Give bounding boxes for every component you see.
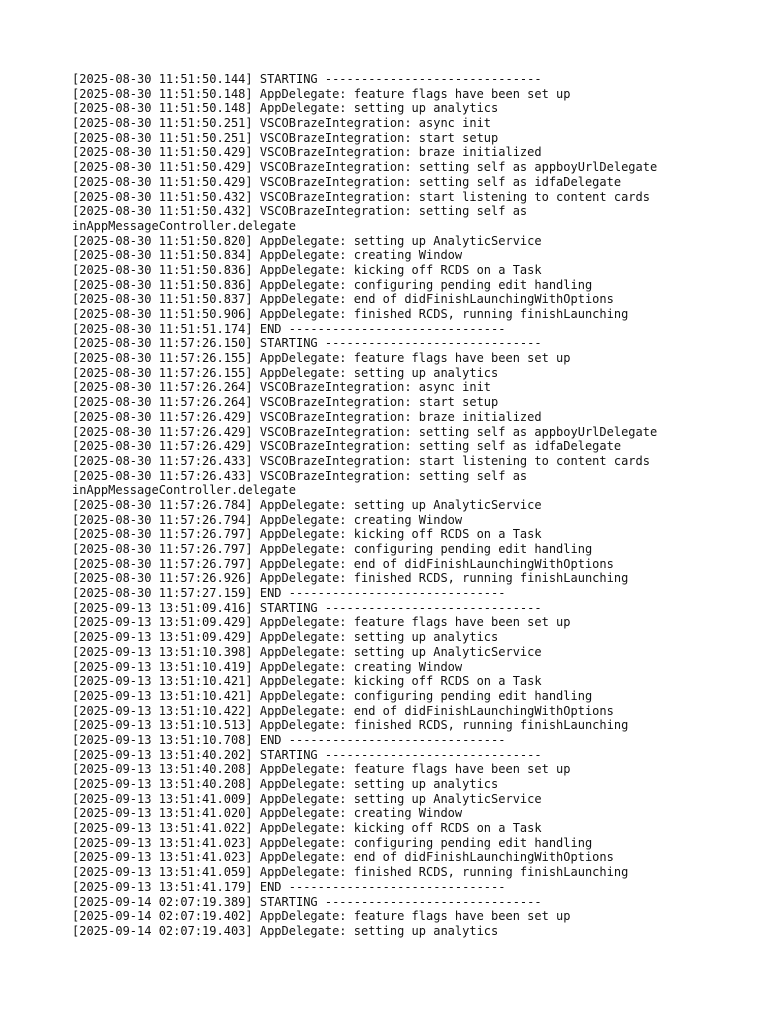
log-line: [2025-09-13 13:51:10.421] AppDelegate: kicking off RCDS on a Task xyxy=(72,674,542,689)
log-line: [2025-08-30 11:51:50.148] AppDelegate: feature flags have been set up xyxy=(72,86,571,101)
log-line: [2025-09-13 13:51:41.009] AppDelegate: setting up AnalyticService xyxy=(72,791,542,806)
log-line: [2025-09-13 13:51:10.513] AppDelegate: finished RCDS, running finishLaunching xyxy=(72,718,629,733)
log-line: [2025-09-14 02:07:19.389] STARTING ------------------------------ xyxy=(72,894,542,909)
log-line: [2025-08-30 11:57:26.433] VSCOBrazeIntegration: start listening to content cards xyxy=(72,453,650,468)
log-line: [2025-08-30 11:51:50.429] VSCOBrazeIntegration: braze initialized xyxy=(72,145,542,160)
log-line: [2025-08-30 11:51:50.429] VSCOBrazeIntegration: setting self as idfaDelegate xyxy=(72,174,622,189)
log-line: [2025-08-30 11:57:26.784] AppDelegate: setting up AnalyticService xyxy=(72,497,542,512)
log-line: [2025-08-30 11:51:50.144] STARTING ------------------------------ xyxy=(72,72,542,86)
log-line: inAppMessageController.delegate xyxy=(72,483,296,498)
log-line: [2025-09-13 13:51:10.708] END ------------------------------ xyxy=(72,732,506,747)
log-line: [2025-09-14 02:07:19.402] AppDelegate: feature flags have been set up xyxy=(72,909,571,924)
log-line: inAppMessageController.delegate xyxy=(72,218,296,233)
log-line: [2025-09-13 13:51:40.208] AppDelegate: feature flags have been set up xyxy=(72,762,571,777)
log-line: [2025-08-30 11:57:26.797] AppDelegate: end of didFinishLaunchingWithOptions xyxy=(72,556,614,571)
log-line: [2025-08-30 11:51:50.837] AppDelegate: end of didFinishLaunchingWithOptions xyxy=(72,292,614,307)
log-line: [2025-09-13 13:51:09.429] AppDelegate: feature flags have been set up xyxy=(72,615,571,630)
log-line: [2025-08-30 11:57:26.926] AppDelegate: finished RCDS, running finishLaunching xyxy=(72,571,629,586)
log-line: [2025-09-13 13:51:41.020] AppDelegate: creating Window xyxy=(72,806,463,821)
log-line: [2025-08-30 11:51:51.174] END ------------------------------ xyxy=(72,321,506,336)
log-line: [2025-09-13 13:51:10.398] AppDelegate: setting up AnalyticService xyxy=(72,644,542,659)
log-text-block xyxy=(72,72,732,939)
log-line: [2025-08-30 11:57:26.797] AppDelegate: kicking off RCDS on a Task xyxy=(72,527,542,542)
log-line: [2025-09-13 13:51:10.422] AppDelegate: end of didFinishLaunchingWithOptions xyxy=(72,703,614,718)
log-line: [2025-08-30 11:51:50.906] AppDelegate: finished RCDS, running finishLaunching xyxy=(72,307,629,321)
log-line: [2025-08-30 11:57:26.429] VSCOBrazeIntegration: setting self as idfaDelegate xyxy=(72,439,622,454)
log-line: [2025-08-30 11:51:50.251] VSCOBrazeIntegration: start setup xyxy=(72,130,499,145)
log-line: [2025-08-30 11:57:26.433] VSCOBrazeIntegration: setting self as xyxy=(72,468,528,483)
log-line: [2025-09-13 13:51:41.022] AppDelegate: kicking off RCDS on a Task xyxy=(72,821,542,836)
log-line: [2025-08-30 11:57:26.264] VSCOBrazeIntegration: start setup xyxy=(72,395,499,410)
log-line: [2025-08-30 11:51:50.148] AppDelegate: setting up analytics xyxy=(72,101,499,116)
log-line: [2025-08-30 11:57:26.150] STARTING ------------------------------ xyxy=(72,336,542,351)
log-line: [2025-08-30 11:57:26.797] AppDelegate: configuring pending edit handling xyxy=(72,542,593,556)
log-line: [2025-08-30 11:57:26.794] AppDelegate: creating Window xyxy=(72,512,463,527)
log-line: [2025-08-30 11:51:50.820] AppDelegate: setting up AnalyticService xyxy=(72,233,542,248)
log-line: [2025-08-30 11:57:26.155] AppDelegate: feature flags have been set up xyxy=(72,351,571,366)
log-line: [2025-09-13 13:51:41.179] END ------------------------------ xyxy=(72,879,506,894)
log-line: [2025-08-30 11:51:50.834] AppDelegate: creating Window xyxy=(72,248,463,263)
log-line: [2025-09-13 13:51:40.202] STARTING ------------------------------ xyxy=(72,747,542,762)
log-line: [2025-08-30 11:51:50.432] VSCOBrazeIntegration: start listening to content cards xyxy=(72,189,650,204)
log-line: [2025-09-14 02:07:19.403] AppDelegate: setting up analytics xyxy=(72,923,499,938)
log-line: [2025-08-30 11:57:26.264] VSCOBrazeIntegration: async init xyxy=(72,380,492,395)
log-line: [2025-09-13 13:51:41.023] AppDelegate: end of didFinishLaunchingWithOptions xyxy=(72,850,614,865)
log-line: [2025-09-13 13:51:41.059] AppDelegate: finished RCDS, running finishLaunching xyxy=(72,865,629,880)
log-line: [2025-09-13 13:51:41.023] AppDelegate: configuring pending edit handling xyxy=(72,835,593,850)
log-line: [2025-09-13 13:51:10.419] AppDelegate: creating Window xyxy=(72,659,463,674)
log-line: [2025-08-30 11:51:50.429] VSCOBrazeIntegration: setting self as appboyUrlDelegate xyxy=(72,160,658,175)
log-line: [2025-08-30 11:57:26.155] AppDelegate: setting up analytics xyxy=(72,365,499,380)
log-line: [2025-09-13 13:51:10.421] AppDelegate: configuring pending edit handling xyxy=(72,688,593,703)
log-line: [2025-09-13 13:51:09.429] AppDelegate: setting up analytics xyxy=(72,630,499,645)
log-line: [2025-08-30 11:51:50.836] AppDelegate: configuring pending edit handling xyxy=(72,277,593,292)
log-line: [2025-09-13 13:51:40.208] AppDelegate: setting up analytics xyxy=(72,777,499,791)
log-line: [2025-08-30 11:57:26.429] VSCOBrazeIntegration: setting self as appboyUrlDelegate xyxy=(72,424,658,439)
log-line: [2025-09-13 13:51:09.416] STARTING ------------------------------ xyxy=(72,600,542,615)
log-line: [2025-08-30 11:51:50.836] AppDelegate: kicking off RCDS on a Task xyxy=(72,262,542,277)
log-line: [2025-08-30 11:57:26.429] VSCOBrazeIntegration: braze initialized xyxy=(72,409,542,424)
log-line: [2025-08-30 11:51:50.432] VSCOBrazeIntegration: setting self as xyxy=(72,204,528,219)
log-line: [2025-08-30 11:57:27.159] END ------------------------------ xyxy=(72,586,506,601)
log-line: [2025-08-30 11:51:50.251] VSCOBrazeIntegration: async init xyxy=(72,116,492,131)
